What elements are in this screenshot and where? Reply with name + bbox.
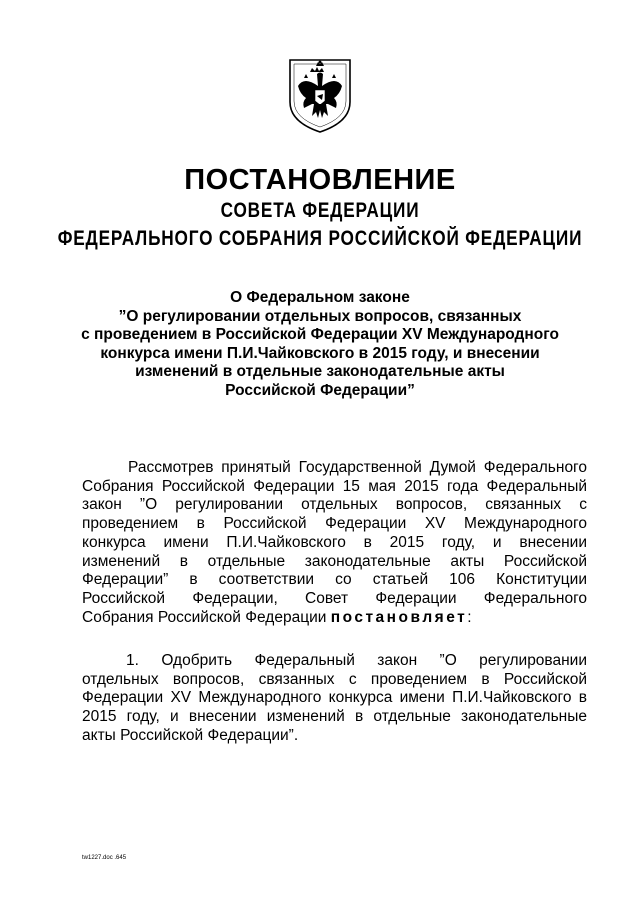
paragraph-line: Федерации” в соответствии со статьей 106 Конституции <box>82 571 587 589</box>
heading-line: Российской Федерации” <box>225 381 415 399</box>
resolves-word: постановляет <box>330 608 468 626</box>
paragraph-line: конкурса имени П.И.Чайковского в 2015 году, и внесении <box>82 533 587 551</box>
coat-of-arms-icon <box>284 56 356 134</box>
paragraph-line: изменений в отдельные законодательные акты Российской <box>82 552 587 570</box>
decision-paragraph <box>82 652 587 746</box>
paragraph-line: проведением в Российской Федерации XV Международного <box>82 515 587 533</box>
paragraph-line: 2015 году, и внесении изменений в отдельные законодательные <box>82 708 587 726</box>
paragraph-line: закон ”О регулировании отдельных вопросов, связанных с <box>82 496 587 514</box>
paragraph-line: Российской Федерации, Совет Федерации Федерального <box>82 589 587 607</box>
document-subtitle-line2: ФЕДЕРАЛЬНОГО СОБРАНИЯ РОССИЙСКОЙ ФЕДЕРАЦИИ <box>57 227 583 250</box>
paragraph-line: Собрания Российской Федерации 15 мая 2015 года Федеральный <box>82 477 587 495</box>
heading-line: изменений в отдельные законодательные акты <box>135 363 505 380</box>
document-subtitle-line1: СОВЕТА ФЕДЕРАЦИИ <box>220 199 420 222</box>
paragraph-line: 1. Одобрить Федеральный закон ”О регулировании <box>126 652 587 669</box>
paragraph-line: Федерации XV Международного конкурса имени П.И.Чайковского в <box>82 689 587 707</box>
document-title: ПОСТАНОВЛЕНИЕ <box>184 164 456 196</box>
paragraph-line-final <box>82 609 587 628</box>
heading-line: О Федеральном законе <box>230 289 410 306</box>
preamble-paragraph <box>82 459 587 627</box>
paragraph-line: отдельных вопросов, связанных с проведением в Российской <box>82 670 587 688</box>
paragraph-line: акты Российской Федерации”. <box>82 726 299 744</box>
heading-line: ”О регулировании отдельных вопросов, связанных <box>118 307 522 325</box>
paragraph-line: Рассмотрев принятый Государственной Думой Федерального <box>128 459 587 476</box>
resolves-colon: : <box>467 608 472 626</box>
heading-line: с проведением в Российской Федерации XV Международного <box>81 326 559 343</box>
law-heading <box>60 289 580 400</box>
heading-line: конкурса имени П.И.Чайковского в 2015 году, и внесении <box>100 344 540 362</box>
paragraph-line: Собрания Российской Федерации <box>82 608 327 626</box>
footer-code: tw1227.doc .645 <box>82 855 127 861</box>
